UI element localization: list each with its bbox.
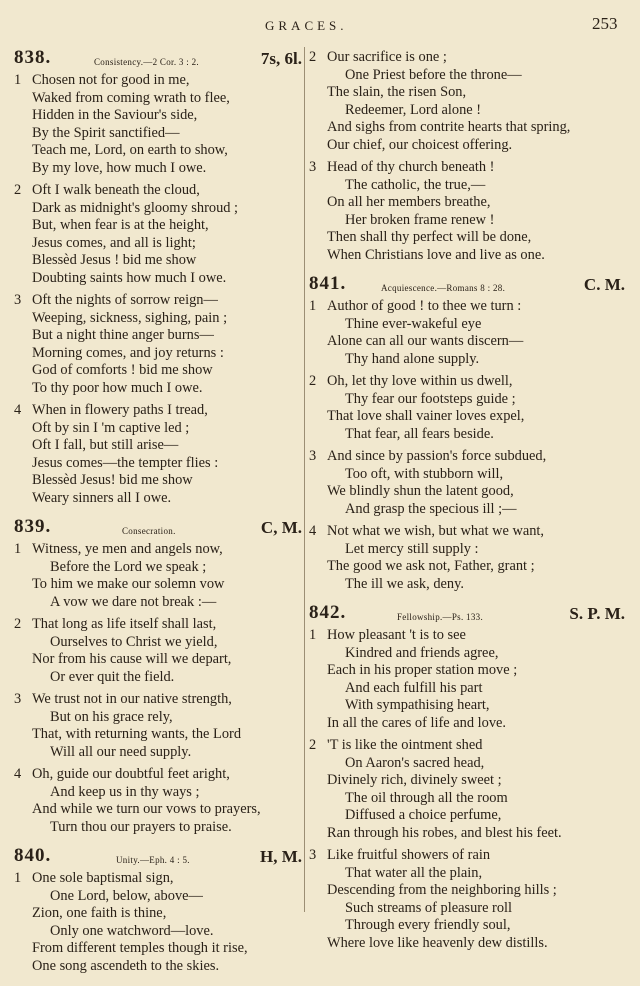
verse-line <box>14 380 302 398</box>
verse-text: In all the cares of life and love. <box>327 714 507 731</box>
verse-line <box>14 327 302 345</box>
verse-text: Thy fear our footsteps guide ; <box>345 390 516 407</box>
verse-text: Thine ever-wakeful eye <box>345 315 482 332</box>
stanza-number: 2 <box>309 373 317 389</box>
verse-text: Hidden in the Saviour's side, <box>32 107 198 123</box>
verse-line <box>14 559 302 577</box>
verse-text: Blessèd Jesus! bid me show <box>32 472 193 488</box>
left-column <box>14 49 302 986</box>
verse-line <box>309 212 625 230</box>
verse-line <box>309 351 625 369</box>
verse-line <box>309 825 625 843</box>
stanza-number: 3 <box>309 847 317 863</box>
verse-line <box>14 616 302 634</box>
hymn <box>14 847 302 986</box>
verse-text: With sympathising heart, <box>345 697 490 713</box>
verse-text: Before the Lord we speak ; <box>50 558 207 575</box>
verse-line <box>14 541 302 559</box>
verse-text: To him we make our solemn vow <box>32 576 225 592</box>
verse-line <box>309 541 625 559</box>
verse-text: Kindred and friends agree, <box>345 644 499 661</box>
hymn-number: 840. <box>14 845 52 866</box>
stanza-number: 2 <box>309 49 317 65</box>
verse-text: Teach me, Lord, on earth to show, <box>32 142 228 158</box>
verse-line <box>309 49 625 67</box>
column-divider <box>304 47 305 912</box>
verse-line <box>14 576 302 594</box>
verse-text: And grasp the specious ill ;— <box>345 500 517 517</box>
hymn-spacer <box>14 980 302 986</box>
verse-text: Jesus comes—the tempter flies : <box>32 454 219 471</box>
hymn <box>14 49 302 518</box>
verse-line <box>14 292 302 310</box>
verse-line <box>14 594 302 612</box>
verse-text: And while we turn our vows to prayers, <box>32 801 261 817</box>
verse-line <box>309 466 625 484</box>
stanza <box>309 159 625 264</box>
verse-line <box>14 72 302 90</box>
stanza <box>14 766 302 836</box>
verse-line <box>309 807 625 825</box>
verse-text: And each fulfill his part <box>345 679 483 696</box>
hymn-meter: C. M. <box>583 275 625 294</box>
hymn <box>14 518 302 847</box>
verse-text: We trust not in our native strength, <box>32 691 232 707</box>
stanza-number: 2 <box>309 737 317 753</box>
verse-text: But on his grace rely, <box>50 708 173 725</box>
verse-text: Not what we wish, but what we want, <box>327 523 545 539</box>
verse-line <box>14 310 302 328</box>
verse-line <box>309 159 625 177</box>
verse-line <box>14 940 302 958</box>
verse-line <box>309 408 625 426</box>
stanza-number: 3 <box>309 448 317 464</box>
verse-text: Her broken frame renew ! <box>345 211 495 228</box>
stanza-number: 4 <box>309 523 317 539</box>
stanza-number: 1 <box>14 541 22 557</box>
verse-line <box>14 420 302 438</box>
verse-line <box>309 772 625 790</box>
verse-line <box>14 801 302 819</box>
verse-line <box>14 107 302 125</box>
verse-text: Oft I walk beneath the cloud, <box>32 182 200 198</box>
hymn-heading <box>14 518 302 539</box>
verse-text: Oh, let thy love within us dwell, <box>327 373 513 389</box>
stanza <box>309 373 625 443</box>
verse-text: And since by passion's force subdued, <box>327 448 547 464</box>
verse-line <box>14 744 302 762</box>
verse-text: We blindly shun the latent good, <box>327 483 514 499</box>
verse-line <box>309 917 625 935</box>
verse-line <box>14 669 302 687</box>
hymn-subject: Consecration. <box>122 526 176 536</box>
verse-line <box>309 576 625 594</box>
verse-text: The oil through all the room <box>345 789 508 806</box>
verse-line <box>309 645 625 663</box>
verse-text: That love shall vainer loves expel, <box>327 408 525 424</box>
verse-line <box>309 229 625 247</box>
verse-line <box>14 870 302 888</box>
verse-text: Each in his proper station move ; <box>327 662 518 678</box>
verse-line <box>309 177 625 195</box>
verse-line <box>14 362 302 380</box>
verse-text: Like fruitful showers of rain <box>327 847 491 863</box>
verse-text: That long as life itself shall last, <box>32 616 217 632</box>
verse-line <box>309 847 625 865</box>
verse-line <box>309 523 625 541</box>
verse-line <box>309 298 625 316</box>
verse-line <box>14 235 302 253</box>
verse-text: God of comforts ! bid me show <box>32 362 213 378</box>
verse-text: Alone can all our wants discern— <box>327 333 524 349</box>
verse-text: Zion, one faith is thine, <box>32 905 167 921</box>
hymn-meter: C, M. <box>260 518 302 537</box>
verse-line <box>309 426 625 444</box>
stanza <box>309 298 625 368</box>
stanza-number: 1 <box>309 627 317 643</box>
verse-line <box>14 142 302 160</box>
verse-text: Witness, ye men and angels now, <box>32 541 223 557</box>
verse-text: Blessèd Jesus ! bid me show <box>32 252 197 268</box>
verse-text: That fear, all fears beside. <box>345 425 494 442</box>
verse-text: And keep us in thy ways ; <box>50 783 200 800</box>
verse-text: And sighs from contrite hearts that spring, <box>327 119 571 135</box>
verse-text: Oft I fall, but still arise— <box>32 437 179 453</box>
stanza <box>309 627 625 732</box>
verse-text: Turn thou our prayers to praise. <box>50 818 232 835</box>
verse-text: Dark as midnight's gloomy shroud ; <box>32 199 239 216</box>
verse-text: Our chief, our choicest offering. <box>327 136 513 153</box>
verse-text: Will all our need supply. <box>50 743 192 760</box>
verse-line <box>14 651 302 669</box>
verse-line <box>14 490 302 508</box>
verse-line <box>14 958 302 976</box>
verse-line <box>309 102 625 120</box>
verse-line <box>14 726 302 744</box>
verse-line <box>14 160 302 178</box>
verse-line <box>309 865 625 883</box>
stanza <box>14 691 302 761</box>
verse-line <box>309 247 625 265</box>
verse-text: When in flowery paths I tread, <box>32 402 208 418</box>
verse-text: Weary sinners all I owe. <box>32 489 172 506</box>
verse-text: Jesus comes, and all is light; <box>32 234 196 251</box>
verse-line <box>309 882 625 900</box>
verse-line <box>14 182 302 200</box>
verse-text: Thy hand alone supply. <box>345 350 480 367</box>
verse-line <box>309 391 625 409</box>
verse-text: Diffused a choice perfume, <box>345 807 502 823</box>
hymn <box>309 604 625 963</box>
verse-text: A vow we dare not break :— <box>50 593 217 610</box>
hymn-number: 839. <box>14 516 52 537</box>
verse-line <box>14 472 302 490</box>
verse-text: The good we ask not, Father, grant ; <box>327 558 535 574</box>
verse-text: Doubting saints how much I owe. <box>32 269 227 286</box>
verse-text: Such streams of pleasure roll <box>345 899 513 916</box>
hymn-meter: H, M. <box>259 847 302 866</box>
verse-line <box>14 819 302 837</box>
verse-line <box>309 137 625 155</box>
verse-line <box>309 558 625 576</box>
verse-line <box>14 437 302 455</box>
verse-line <box>309 697 625 715</box>
verse-text: Where love like heavenly dew distills. <box>327 934 548 951</box>
verse-line <box>309 755 625 773</box>
verse-line <box>309 715 625 733</box>
stanza-number: 4 <box>14 402 22 418</box>
verse-line <box>14 90 302 108</box>
stanza <box>14 541 302 611</box>
verse-line <box>14 888 302 906</box>
verse-text: One sole baptismal sign, <box>32 870 174 886</box>
verse-text: Ran through his robes, and blest his feet. <box>327 824 562 841</box>
stanza <box>309 448 625 518</box>
verse-line <box>309 737 625 755</box>
hymn-subject: Unity.—Eph. 4 : 5. <box>116 855 190 865</box>
verse-line <box>309 67 625 85</box>
stanza-number: 1 <box>14 72 22 88</box>
verse-line <box>309 373 625 391</box>
hymn-number: 841. <box>309 273 347 294</box>
hymn-heading <box>14 847 302 868</box>
verse-line <box>309 483 625 501</box>
verse-line <box>309 680 625 698</box>
verse-line <box>309 84 625 102</box>
verse-line <box>309 316 625 334</box>
stanza-number: 2 <box>14 182 22 198</box>
verse-text: Author of good ! to thee we turn : <box>327 298 522 314</box>
verse-line <box>309 900 625 918</box>
stanza <box>309 847 625 952</box>
verse-text: One song ascendeth to the skies. <box>32 957 220 974</box>
stanza <box>309 49 625 154</box>
verse-text: The slain, the risen Son, <box>327 84 467 100</box>
verse-text: By the Spirit sanctified— <box>32 124 180 141</box>
verse-text: Let mercy still supply : <box>345 540 479 557</box>
verse-text: Divinely rich, divinely sweet ; <box>327 772 502 788</box>
verse-text: Oft the nights of sorrow reign— <box>32 292 218 308</box>
verse-text: 'T is like the ointment shed <box>327 737 483 753</box>
verse-line <box>14 784 302 802</box>
verse-line <box>309 501 625 519</box>
verse-text: Weeping, sickness, sighing, pain ; <box>32 309 228 326</box>
running-head: GRACES. <box>265 18 348 33</box>
verse-line <box>309 627 625 645</box>
stanza <box>14 870 302 975</box>
verse-line <box>309 119 625 137</box>
stanza <box>14 292 302 397</box>
verse-text: Our sacrifice is one ; <box>327 49 447 65</box>
stanza-number: 4 <box>14 766 22 782</box>
verse-line <box>14 402 302 420</box>
verse-text: Nor from his cause will we depart, <box>32 651 232 667</box>
hymn-heading <box>309 275 625 296</box>
hymn-meter: S. P. M. <box>569 604 625 623</box>
verse-text: Oh, guide our doubtful feet aright, <box>32 766 230 782</box>
verse-text: Or ever quit the field. <box>50 668 175 685</box>
hymn-spacer <box>309 957 625 963</box>
verse-text: Ourselves to Christ we yield, <box>50 633 218 650</box>
verse-text: Descending from the neighboring hills ; <box>327 882 557 898</box>
verse-line <box>14 125 302 143</box>
verse-text: But, when fear is at the height, <box>32 217 209 233</box>
verse-line <box>14 905 302 923</box>
hymn <box>309 275 625 604</box>
verse-line <box>309 790 625 808</box>
hymn <box>309 49 625 275</box>
verse-line <box>14 709 302 727</box>
verse-line <box>14 634 302 652</box>
stanza-number: 3 <box>309 159 317 175</box>
stanza-number: 1 <box>309 298 317 314</box>
hymn-subject: Acquiescence.—Romans 8 : 28. <box>381 283 506 293</box>
verse-line <box>14 345 302 363</box>
verse-text: One Lord, below, above— <box>50 887 203 904</box>
page-number: 253 <box>592 14 618 33</box>
verse-line <box>14 200 302 218</box>
verse-text: Morning comes, and joy returns : <box>32 344 224 361</box>
verse-line <box>309 935 625 953</box>
verse-line <box>14 766 302 784</box>
verse-line <box>14 270 302 288</box>
hymn-heading <box>309 604 625 625</box>
verse-text: That water all the plain, <box>345 864 483 881</box>
verse-line <box>309 662 625 680</box>
hymn-subject: Fellowship.—Ps. 133. <box>397 612 484 622</box>
verse-text: Only one watchword—love. <box>50 922 214 939</box>
stanza <box>14 72 302 177</box>
stanza <box>14 402 302 507</box>
hymn-number: 838. <box>14 47 52 68</box>
verse-text: Then shall thy perfect will be done, <box>327 229 532 245</box>
stanza <box>309 523 625 593</box>
verse-text: Too oft, with stubborn will, <box>345 465 504 482</box>
verse-text: The catholic, the true,— <box>345 176 486 193</box>
hymn-subject: Consistency.—2 Cor. 3 : 2. <box>94 57 199 67</box>
verse-text: By my love, how much I owe. <box>32 159 207 176</box>
verse-text: One Priest before the throne— <box>345 66 522 83</box>
verse-text: To thy poor how much I owe. <box>32 379 203 396</box>
verse-line <box>309 333 625 351</box>
verse-text: When Christians love and live as one. <box>327 246 545 263</box>
stanza <box>309 737 625 842</box>
verse-text: Waked from coming wrath to flee, <box>32 89 230 106</box>
verse-line <box>14 252 302 270</box>
verse-line <box>14 691 302 709</box>
stanza-number: 3 <box>14 292 22 308</box>
verse-text: The ill we ask, deny. <box>345 575 464 592</box>
verse-text: But a night thine anger burns— <box>32 327 214 343</box>
stanza-number: 2 <box>14 616 22 632</box>
verse-text: That, with returning wants, the Lord <box>32 726 242 742</box>
hymn-number: 842. <box>309 602 347 623</box>
verse-text: Chosen not for good in me, <box>32 72 190 88</box>
right-column <box>309 49 625 963</box>
stanza <box>14 182 302 287</box>
stanza <box>14 616 302 686</box>
verse-text: How pleasant 't is to see <box>327 627 466 643</box>
verse-line <box>309 448 625 466</box>
verse-line <box>14 217 302 235</box>
verse-text: Redeemer, Lord alone ! <box>345 101 482 118</box>
stanza-number: 1 <box>14 870 22 886</box>
verse-line <box>309 194 625 212</box>
verse-line <box>14 455 302 473</box>
verse-text: Oft by sin I 'm captive led ; <box>32 419 190 436</box>
verse-text: Head of thy church beneath ! <box>327 159 495 175</box>
verse-text: On all her members breathe, <box>327 194 491 210</box>
verse-text: On Aaron's sacred head, <box>345 754 485 771</box>
verse-text: Through every friendly soul, <box>345 917 511 933</box>
stanza-number: 3 <box>14 691 22 707</box>
verse-line <box>14 923 302 941</box>
hymn-heading <box>14 49 302 70</box>
verse-text: From different temples though it rise, <box>32 940 248 956</box>
hymn-meter: 7s, 6l. <box>260 49 302 68</box>
